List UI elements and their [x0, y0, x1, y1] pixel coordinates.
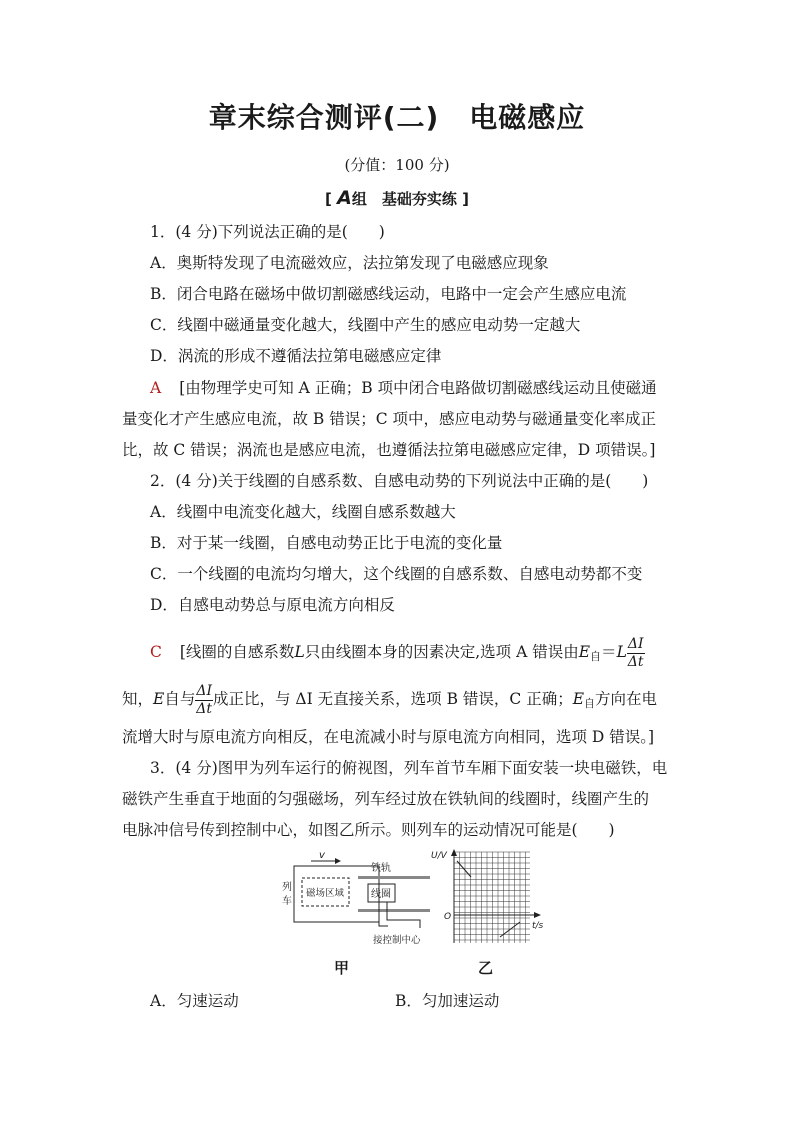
train-label-1: 列 [282, 882, 292, 893]
coil-label: 线圈 [371, 889, 391, 900]
page-title [0, 96, 794, 136]
q3-option-a: A．匀速运动 [150, 992, 239, 1010]
q2-option-c: C．一个线圈的电流均匀增大，这个线圈的自感系数、自感电动势都不变 [150, 565, 643, 583]
q3-line-3: 电脉冲信号传到控制中心，如图乙所示。则列车的运动情况可能是( ) [122, 821, 615, 839]
delta-i-over-delta-t: $\frac{\Delta I}{\Delta t}$ [627, 635, 644, 670]
x-axis-label: t/s [532, 921, 544, 931]
graph-grid [454, 852, 530, 943]
q1-explanation-3: 比，故 C 错误；涡流也是感应电流，也遵循法拉第电磁感应定律，D 项错误。] [122, 441, 656, 459]
y-axis-label: U/V [431, 851, 447, 861]
control-center-label: 接控制中心 [373, 935, 421, 946]
q1-option-a: A．奥斯特发现了电流磁效应，法拉第发现了电磁感应现象 [150, 254, 549, 272]
group-badge: A [337, 187, 352, 209]
q1-answer: A [150, 379, 162, 397]
q3-option-b: B．匀加速运动 [395, 992, 500, 1010]
title-topic: 电磁感应 [469, 101, 586, 134]
rail-label: 铁轨 [371, 863, 391, 874]
q3-line-1: 3．(4 分)图甲为列车运行的俯视图，列车首节车厢下面安装一块电磁铁，电 [150, 759, 668, 777]
q1-explanation-1: A [由物理学史可知 A 正确；B 项中闭合电路做切割磁感线运动且使磁通 [150, 379, 657, 397]
q1-stem: 1．(4 分)下列说法正确的是( ) [150, 223, 385, 241]
figure-voltage-graph [430, 848, 550, 948]
q1-option-b: B．闭合电路在磁场中做切割磁感线运动，电路中一定会产生感应电流 [150, 285, 627, 303]
q2-option-b: B．对于某一线圈，自感电动势正比于电流的变化量 [150, 534, 503, 552]
origin-label: O [444, 912, 452, 922]
q1-explanation-2: 量变化才产生感应电流，故 B 错误；C 项中，感应电动势与磁通量变化率成正 [122, 410, 657, 428]
q2-stem: 2．(4 分)关于线圈的自感系数、自感电动势的下列说法中正确的是( ) [150, 472, 649, 490]
field-label: 磁场区域 [306, 888, 345, 899]
figure-a-caption: 甲 [334, 959, 350, 977]
q2-explanation-3: 流增大时与原电流方向相反，在电流减小时与原电流方向相同，选项 D 错误。] [122, 728, 655, 746]
figure-b-caption: 乙 [478, 959, 494, 977]
train-label-2: 车 [282, 896, 292, 907]
q1-option-c: C．线圈中磁通量变化越大，线圈中产生的感应电动势一定越大 [150, 316, 581, 334]
q2-answer: C [150, 643, 162, 661]
q2-option-a: A．线圈中电流变化越大，线圈自感系数越大 [150, 503, 456, 521]
q2-option-d: D．自感电动势总与原电流方向相反 [150, 596, 395, 614]
q2-explanation-2: 知，E自与 $\frac{\Delta I}{\Delta t}$ 成正比，与 ΔI 无直接关系，选项 B 错误，C 正确；E自方向在电 [122, 682, 658, 717]
q2-explanation-1: C [线圈的自感系数L只由线圈本身的因素决定,选项 A 错误由E自＝L $\frac{\Delta I}{\Delta t}$ [150, 635, 644, 670]
q1-option-d: D．涡流的形成不遵循法拉第电磁感应定律 [150, 347, 442, 365]
pulse-line-1 [457, 861, 471, 877]
velocity-label: v [319, 850, 325, 861]
delta-i-over-delta-t-2: $\frac{\Delta I}{\Delta t}$ [196, 682, 213, 717]
title-main: 章末综合测评(二) [208, 101, 440, 134]
rail-top [358, 876, 430, 879]
score-note: (分值：100 分) [344, 156, 450, 174]
group-heading: [ A组 基础夯实练 ] [325, 187, 469, 209]
rail-bottom [358, 909, 430, 912]
figure-train-top-view [275, 848, 435, 948]
q3-line-2: 磁铁产生垂直于地面的匀强磁场，列车经过放在铁轨间的线圈时，线圈产生的 [122, 790, 650, 808]
